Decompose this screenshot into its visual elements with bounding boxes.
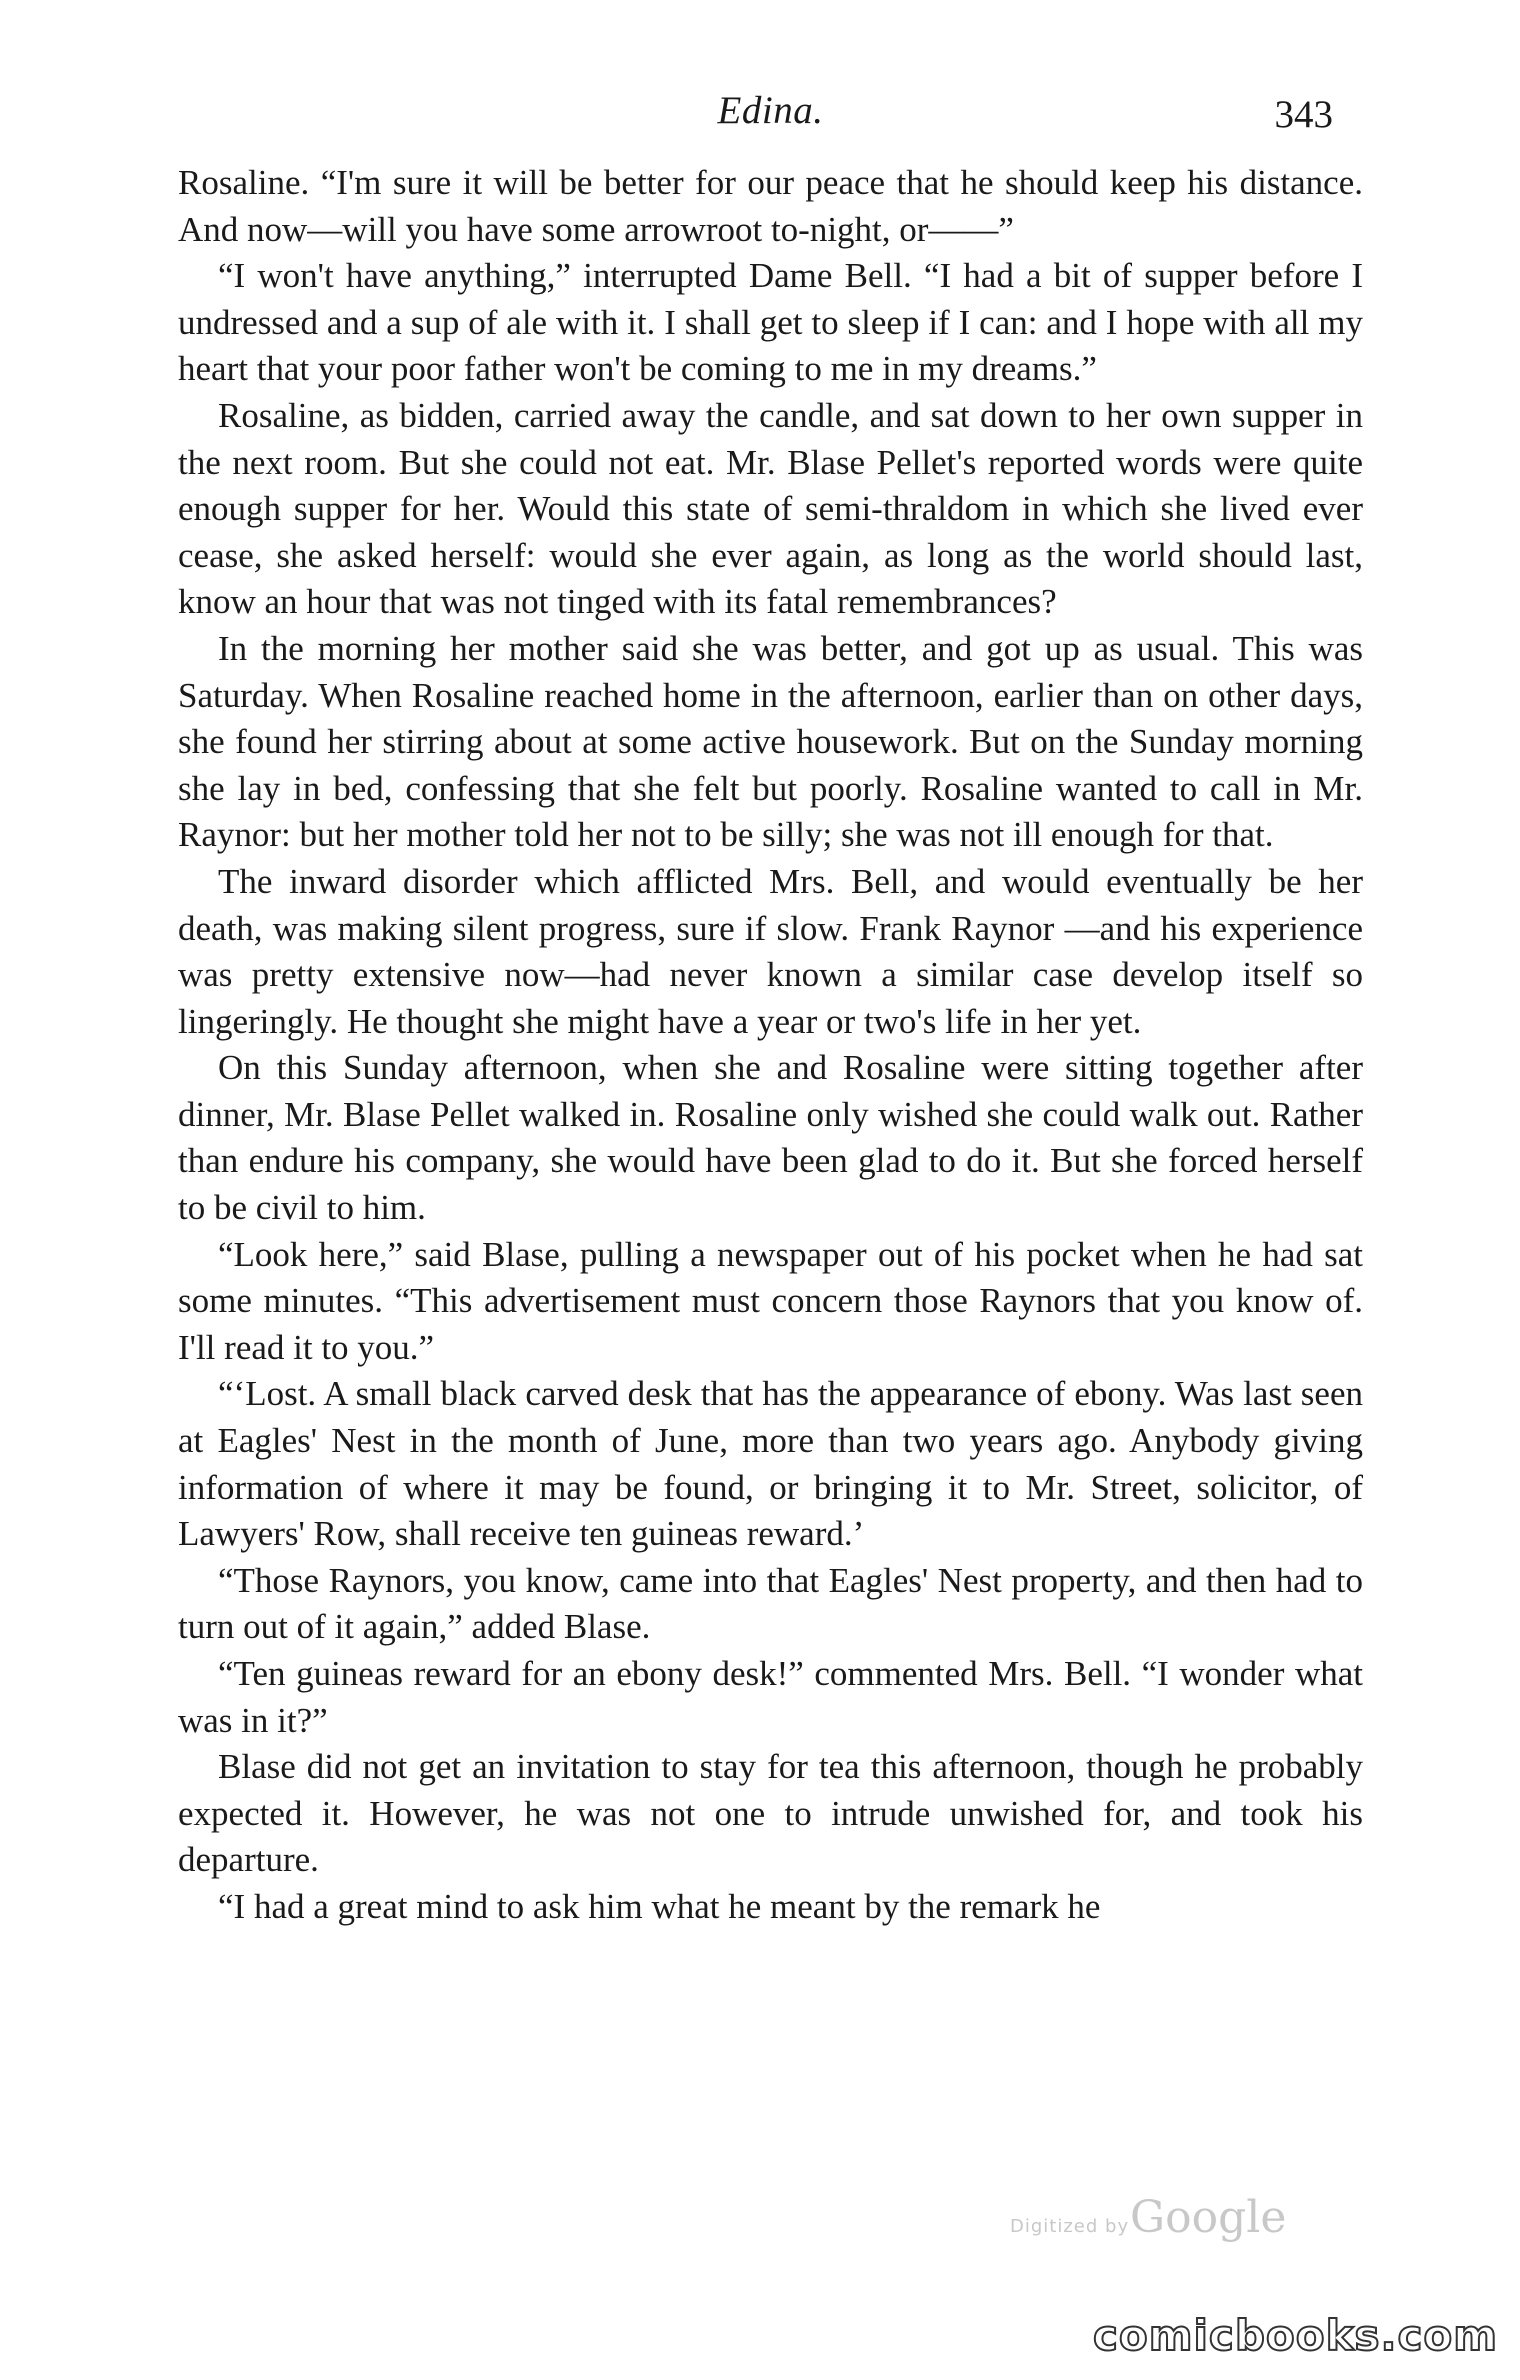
digitized-by-google-watermark <box>1010 2188 1340 2248</box>
paragraph: Blase did not get an invitation to stay for tea this afternoon, though he probably expected it. However, he was not one to intrude unwished for, and took his departure. <box>178 1747 1363 1880</box>
paragraph: Rosaline. “I'm sure it will be better for our peace that he should keep his distance. And now—will you have some arrowroot to-night, or——” <box>178 163 1363 249</box>
paragraph: On this Sunday afternoon, when she and Rosaline were sitting together after dinner, Mr. Blase Pellet walked in. Rosaline only wished she could walk out. Rather than endure his company, she would have been glad to do it. But she forced herself to be civil to him. <box>178 1048 1363 1228</box>
paragraph: “I won't have anything,” interrupted Dame Bell. “I had a bit of supper before I undressed and a sup of ale with it. I shall get to sleep if I can: and I hope with all my heart that your poor father won't be coming to me in my dreams.” <box>178 256 1363 389</box>
paragraph: “I had a great mind to ask him what he meant by the remark he <box>218 1886 1101 1926</box>
paragraph: “Those Raynors, you know, came into that Eagles' Nest property, and then had to turn out of it again,” added Blase. <box>178 1560 1363 1647</box>
paragraph: “‘Lost. A small black carved desk that has the appearance of ebony. Was last seen at Eagles' Nest in the month of June, more than two years ago. Anybody giving information of where it may be found, or bringing it to Mr. Street, solicitor, of Lawyers' Row, shall receive ten guineas reward.’ <box>178 1374 1363 1554</box>
running-title: Edina. <box>717 89 824 132</box>
digitized-by-label: Digitized by <box>1010 2216 1130 2237</box>
paragraph: In the morning her mother said she was better, and got up as usual. This was Saturday. When Rosaline reached home in the afternoon, earlier than on other days, she found her stirring about at some active housework. But on the Sunday morning she lay in bed, confessing that she felt but poorly. Rosaline wanted to call in Mr. Raynor: but her mother told her not to be silly; she was not ill enough for that. <box>178 628 1363 855</box>
body-text <box>178 160 1363 1931</box>
paragraph: “Look here,” said Blase, pulling a newspaper out of his pocket when he had sat some minutes. “This advertisement must concern those Raynors that you know of. I'll read it to you.” <box>178 1234 1363 1367</box>
page-number: 343 <box>1274 93 1333 136</box>
google-logo-text: Google <box>1130 2192 1287 2243</box>
paragraph: The inward disorder which afflicted Mrs. Bell, and would eventually be her death, was making silent progress, sure if slow. Frank Raynor —and his experience was pretty extensive now—had never known a similar case develop itself so lingeringly. He thought she might have a year or two's life in her yet. <box>178 861 1363 1041</box>
site-watermark: comicbooks.com <box>1093 2311 1498 2360</box>
paragraph: “Ten guineas reward for an ebony desk!” commented Mrs. Bell. “I wonder what was in it?” <box>178 1654 1363 1740</box>
page-header <box>178 88 1363 148</box>
paragraph: Rosaline, as bidden, carried away the candle, and sat down to her own supper in the next room. But she could not eat. Mr. Blase Pellet's reported words were quite enough supper for her. Would this state of semi-thraldom in which she lived ever cease, she asked herself: would she ever again, as long as the world should last, know an hour that was not tinged with its fatal remembrances? <box>178 395 1363 622</box>
